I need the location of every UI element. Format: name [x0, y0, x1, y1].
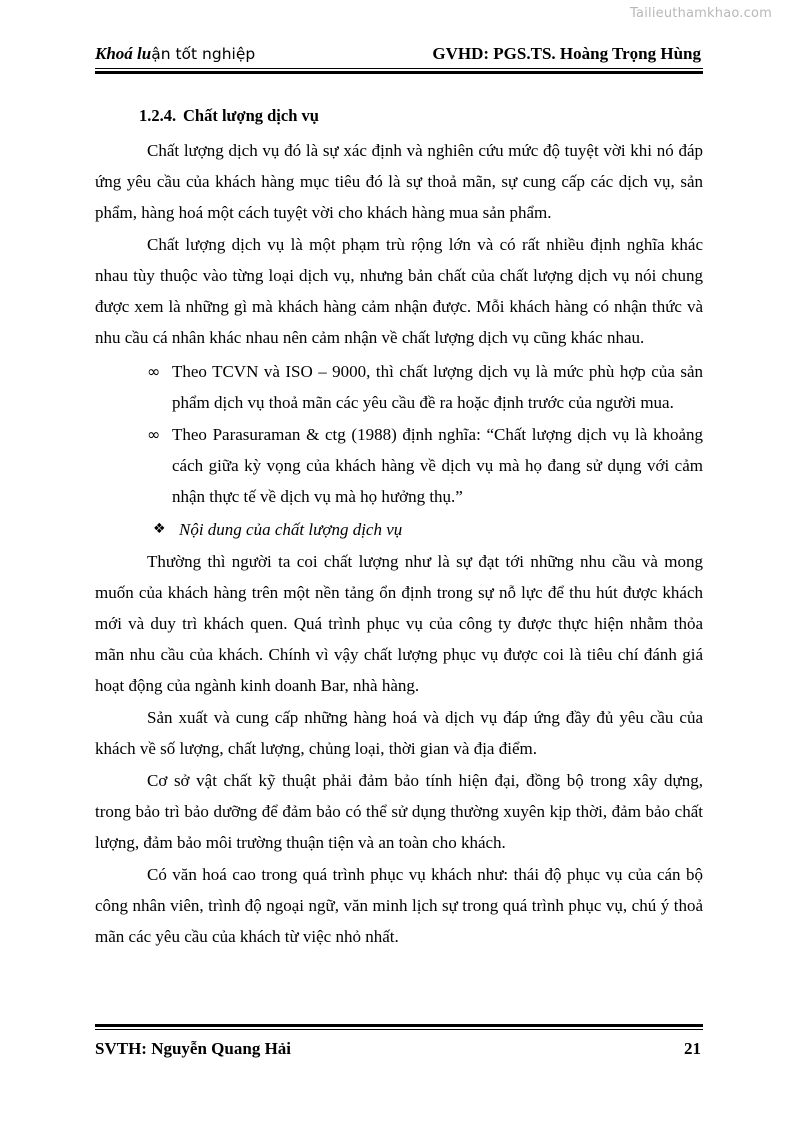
header-title-left	[95, 44, 255, 64]
footer-rule	[95, 1024, 703, 1030]
page-header	[95, 44, 703, 74]
definition-list	[95, 356, 703, 512]
header-rule	[95, 68, 703, 74]
header-row	[95, 44, 703, 64]
footer-rule-thick	[95, 1024, 703, 1027]
paragraph-5: Cơ sở vật chất kỹ thuật phải đảm bảo tính hiện đại, đồng bộ trong xây dựng, trong bảo trì bảo dưỡng để đảm bảo có thể sử dụng thường xuyên kịp thời, đảm bảo chất lượng, đảm bảo môi trường thuận tiện và an toàn cho khách.	[95, 771, 703, 852]
paragraph-4: Sản xuất và cung cấp những hàng hoá và dịch vụ đáp ứng đầy đủ yêu cầu của khách về số lượng, chất lượng, chủng loại, thời gian và địa điểm.	[95, 708, 703, 758]
paragraph-1: Chất lượng dịch vụ đó là sự xác định và nghiên cứu mức độ tuyệt vời khi nó đáp ứng yêu cầu của khách hàng mục tiêu đó là sự thoả mãn, sự cung cấp các dịch vụ, sản phẩm, hàng hoá một cách tuyệt vời cho khách hàng mua sản phẩm.	[95, 141, 703, 222]
sub-heading-item	[95, 514, 703, 545]
footer-row	[95, 1039, 703, 1059]
sub-heading-text: Nội dung của chất lượng dịch vụ	[179, 520, 403, 539]
page-footer	[95, 1024, 703, 1059]
header-advisor: GVHD: PGS.TS. Hoàng Trọng Hùng	[432, 44, 701, 63]
list-item-text: Theo Parasuraman & ctg (1988) định nghĩa: “Chất lượng dịch vụ là khoảng cách giữa kỳ vọng của khách hàng về dịch vụ mà họ đang sử dụng với cảm nhận thực tế về dịch vụ mà họ hưởng thụ.”	[172, 425, 703, 506]
header-rule-thick	[95, 71, 703, 74]
header-rule-thin	[95, 68, 703, 69]
section-title: Chất lượng dịch vụ	[183, 106, 319, 125]
watermark-text: Tailieuthamkhao.com	[630, 6, 772, 21]
diamond-bullet-icon: ❖	[153, 521, 166, 537]
section-heading	[95, 106, 703, 126]
paragraph-3: Thường thì người ta coi chất lượng như là sự đạt tới những nhu cầu và mong muốn của khách hàng trên một nền tảng ổn định trong sự nỗ lực để thu hút được khách mới và duy trì khách quen. Quá trình phục vụ của công ty được thực hiện nhằm thỏa mãn nhu cầu của khách. Chính vì vậy chất lượng phục vụ được coi là tiêu chí đánh giá hoạt động của ngành kinh doanh Bar, nhà hàng.	[95, 552, 703, 695]
paragraph-6: Có văn hoá cao trong quá trình phục vụ khách như: thái độ phục vụ của cán bộ công nhân viên, trình độ ngoại ngữ, văn minh lịch sự trong quá trình phục vụ, chú ý thoả mãn các yêu cầu của khách từ việc nhỏ nhất.	[95, 865, 703, 946]
list-item-text: Theo TCVN và ISO – 9000, thì chất lượng dịch vụ là mức phù hợp của sản phẩm dịch vụ thoả mãn các yêu cầu đề ra hoặc định trước của người mua.	[172, 362, 703, 412]
header-title-left-italic: Khoá lu	[95, 44, 152, 63]
paragraph-2: Chất lượng dịch vụ là một phạm trù rộng lớn và có rất nhiều định nghĩa khác nhau tùy thuộc vào từng loại dịch vụ, nhưng bản chất của chất lượng dịch vụ nói chung được xem là những gì mà khách hàng cảm nhận được. Mỗi khách hàng có nhận thức và nhu cầu cá nhân khác nhau nên cảm nhận về chất lượng dịch vụ cũng khác nhau.	[95, 235, 703, 347]
list-item	[95, 419, 703, 512]
infinity-bullet-icon: ∞	[147, 362, 161, 381]
footer-author: SVTH: Nguyễn Quang Hải	[95, 1039, 292, 1058]
list-item	[95, 356, 703, 418]
footer-rule-thin	[95, 1029, 703, 1030]
section-number: 1.2.4.	[139, 106, 177, 125]
page-number: 21	[684, 1039, 701, 1058]
infinity-bullet-icon: ∞	[147, 425, 161, 444]
header-title-left-regular: ận tốt nghiệp	[151, 45, 256, 63]
document-body	[95, 106, 703, 953]
